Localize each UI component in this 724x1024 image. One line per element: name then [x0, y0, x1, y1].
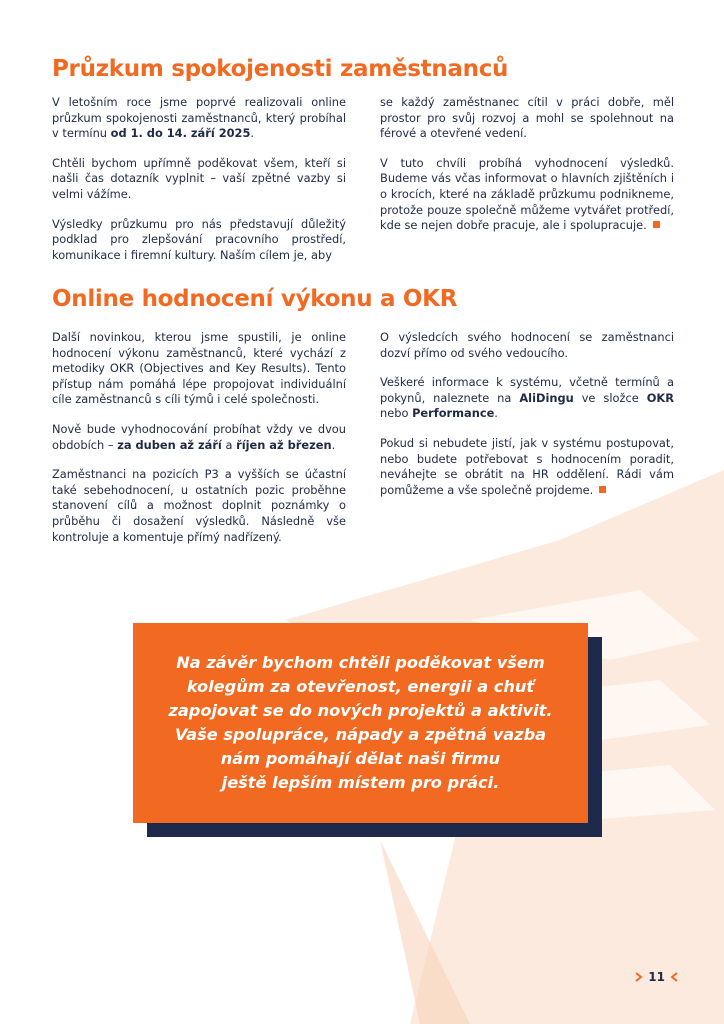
survey-left-column: [52, 95, 346, 263]
paragraph: Veškeré informace k systému, včetně termínů a pokynů, naleznete na AliDingu ve složce OKR nebo Performance.: [380, 375, 674, 421]
page-number: [635, 970, 678, 984]
closing-quote: Na závěr bychom chtěli poděkovat všem kolegům za otevřenost, energii a chuť zapojovat se do nových projektů a aktivit. Vaše spolupráce, nápady a zpětná vazba nám pomáhají dělat naši firmu ještě lepším místem pro práci.: [168, 653, 553, 792]
paragraph: Zaměstnanci na pozicích P3 a vyšších se účastní také sebehodnocení, u ostatních pozic proběhne stanovení cílů a možnost doplnit poznámky o průběhu či dosažení výsledků. Následně vše kontroluje a komentuje přímý nadřízený.: [52, 467, 346, 544]
performance-left-column: [52, 330, 346, 545]
paragraph: se každý zaměstnanec cítil v práci dobře, měl prostor pro svůj rozvoj a mohl se spolehnout na férové a otevřené vedení.: [380, 95, 674, 141]
performance-right-column: [380, 330, 674, 498]
date-range: od 1. do 14. září 2025: [110, 126, 251, 141]
end-square-icon: [599, 486, 606, 493]
closing-quote-box: [133, 623, 588, 823]
page-number-value: 11: [648, 970, 665, 984]
survey-right-column: [380, 95, 674, 234]
end-square-icon: [653, 221, 660, 228]
paragraph: V tuto chvíli probíhá vyhodnocení výsledků. Budeme vás včas informovat o hlavních zjištěních i o krocích, které na základě průzkumu podnikneme, protože pouze společně můžeme vytvářet protředí, kde se nejen dobře pracuje, ale i spolupracuje.: [380, 155, 674, 233]
paragraph: Chtěli bychom upřímně poděkovat všem, kteří si našli čas dotazník vyplnit – vaší zpětné vazby si velmi vážíme.: [52, 155, 346, 201]
chevron-left-icon: [670, 972, 678, 982]
section-title-survey: Průzkum spokojenosti zaměstnanců: [52, 56, 509, 82]
paragraph: Pokud si nebudete jistí, jak v systému postupovat, nebo budete potřebovat s hodnocením poradit, neváhejte se obrátit na HR oddělení. Rádi vám pomůžeme a vše společně projdeme.: [380, 435, 674, 497]
paragraph: Výsledky průzkumu pro nás představují důležitý podklad pro zlepšování pracovního prostředí, komunikace i firemní kultury. Naším cílem je, aby: [52, 216, 346, 262]
section-title-performance: Online hodnocení výkonu a OKR: [52, 286, 458, 312]
paragraph: Nově bude vyhodnocování probíhat vždy ve dvou obdobích – za duben až září a říjen až březen.: [52, 421, 346, 452]
paragraph: Další novinkou, kterou jsme spustili, je online hodnocení výkonu zaměstnanců, které vychází z metodiky OKR (Objectives and Key Results). Tento přístup nám pomáhá lépe propojovat individuální cíle zaměstnanců s cíli týmů i celé společnosti.: [52, 330, 346, 407]
chevron-right-icon: [635, 972, 643, 982]
paragraph: V letošním roce jsme poprvé realizovali online průzkum spokojenosti zaměstnanců, který probíhal v termínu od 1. do 14. září 2025.: [52, 95, 346, 141]
paragraph: O výsledcích svého hodnocení se zaměstnanci dozví přímo od svého vedoucího.: [380, 330, 674, 360]
